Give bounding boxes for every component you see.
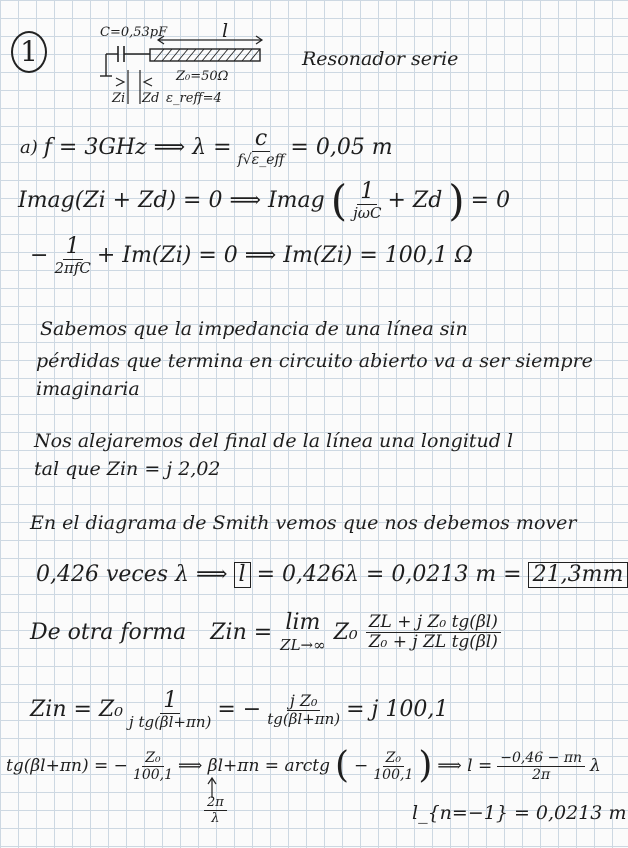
imag-left: Imag(Zi + Zd) = 0 ⟹ Imag [18, 188, 325, 213]
beta-fraction [204, 796, 227, 825]
alt-zin: Zin = [210, 619, 273, 645]
zin-left: Zin = Z₀ [30, 697, 124, 722]
l-num: −0,46 − πn [497, 751, 585, 767]
final-result: l_{n=−1} = 0,0213 m [412, 802, 627, 824]
zin-f2-num: j Z₀ [287, 693, 321, 711]
paragraph-2-line-1: Nos alejaremos del final de la línea una longitud l [34, 430, 514, 452]
eps-label: ε_reff=4 [166, 91, 222, 106]
paragraph-1-line-1: Sabemos que la impedancia de una línea sin [40, 318, 468, 340]
part-a-label: a) [20, 136, 38, 158]
paragraph-1-line-3: imaginaria [36, 378, 140, 400]
tg-mid: ⟹ βl+πn = arctg [178, 755, 330, 776]
alt-den: Z₀ + j ZL tg(βl) [368, 632, 498, 652]
problem-number: 1 [11, 31, 47, 73]
l-den: 2π [532, 766, 551, 783]
zd-label: Zd [142, 91, 160, 106]
boxed-result: 21,3mm [528, 562, 628, 588]
boxed-length: l [234, 562, 251, 588]
result-middle: = 0,426λ = 0,0213 m = [256, 562, 522, 587]
arctg-num: Z₀ [383, 751, 404, 767]
zi-label: Zi [112, 91, 126, 106]
tg-equation: tg(βl+πn) = − $\frac{\text{Z₀}}{100,1}$ ⟹ βl+πn = arctg ( − $\frac{\text{Z₀}}{100,1}$ ) ⟹ l = $\frac{-0,46 - \pi n}{2\pi}$ λ [6, 745, 601, 786]
zin-eq-minus: = − [217, 697, 262, 722]
title: Resonador serie [302, 48, 459, 70]
paragraph-3-line-1: En el diagrama de Smith vemos que nos debemos mover [30, 512, 577, 534]
freq-eq: f = 3GHz ⟹ λ = [43, 134, 232, 160]
lambda-symbol: λ [590, 755, 601, 776]
tg-den: 100,1 [132, 766, 173, 783]
lambda-num: c [252, 128, 270, 152]
paragraph-2-line-2: tal que Zin = j 2,02 [34, 458, 221, 480]
zin-f1-num: 1 [160, 690, 180, 714]
lim-label: lim [285, 610, 321, 635]
beta-num: 2π [204, 796, 227, 811]
im-zi-rest: + Im(Zi) = 0 ⟹ Im(Zi) = 100,1 Ω [96, 243, 473, 268]
alt-form-label: De otra forma [30, 619, 187, 645]
paragraph-1-line-2: pérdidas que termina en circuito abierto va a ser siempre [36, 350, 593, 372]
alt-z0: Z₀ [333, 619, 358, 645]
lambda-den: f√ε_eff [237, 152, 285, 168]
imag-right: = 0 [470, 188, 511, 213]
imag-equation: Imag(Zi + Zd) = 0 ⟹ Imag ( $\frac{1}{\text{jωC}}$ + Zd ) = 0 [18, 176, 511, 225]
minus-sign: − [30, 243, 49, 268]
zin-right: = j 100,1 [346, 697, 449, 722]
2pifc-den: 2πfC [54, 259, 91, 277]
2pifc-num: 1 [63, 236, 83, 260]
plus-zd: + Zd [387, 188, 443, 213]
beta-note [204, 796, 227, 825]
tg-left: tg(βl+πn) = − [6, 755, 128, 776]
alt-num: ZL + j Z₀ tg(βl) [366, 614, 501, 633]
lim-sub: ZL→∞ [280, 636, 326, 654]
zin-f2-den: tg(βl+πn) [267, 710, 341, 728]
beta-den: λ [211, 811, 220, 826]
tg-num: Z₀ [142, 751, 163, 767]
jwc-num: 1 [357, 181, 377, 205]
lambda-value: = 0,05 m [290, 134, 393, 160]
zin-f1-den: j tg(βl+πn) [129, 713, 212, 731]
implies-l: ⟹ l = [437, 755, 493, 776]
result-prefix: 0,426 veces λ ⟹ [36, 562, 228, 587]
length-label: l [222, 20, 229, 42]
capacitance-label: C=0,53pF [100, 25, 168, 40]
arctg-den: 100,1 [373, 766, 414, 783]
jwc-den: jωC [353, 204, 382, 222]
z0-label: Z₀=50Ω [176, 69, 229, 84]
